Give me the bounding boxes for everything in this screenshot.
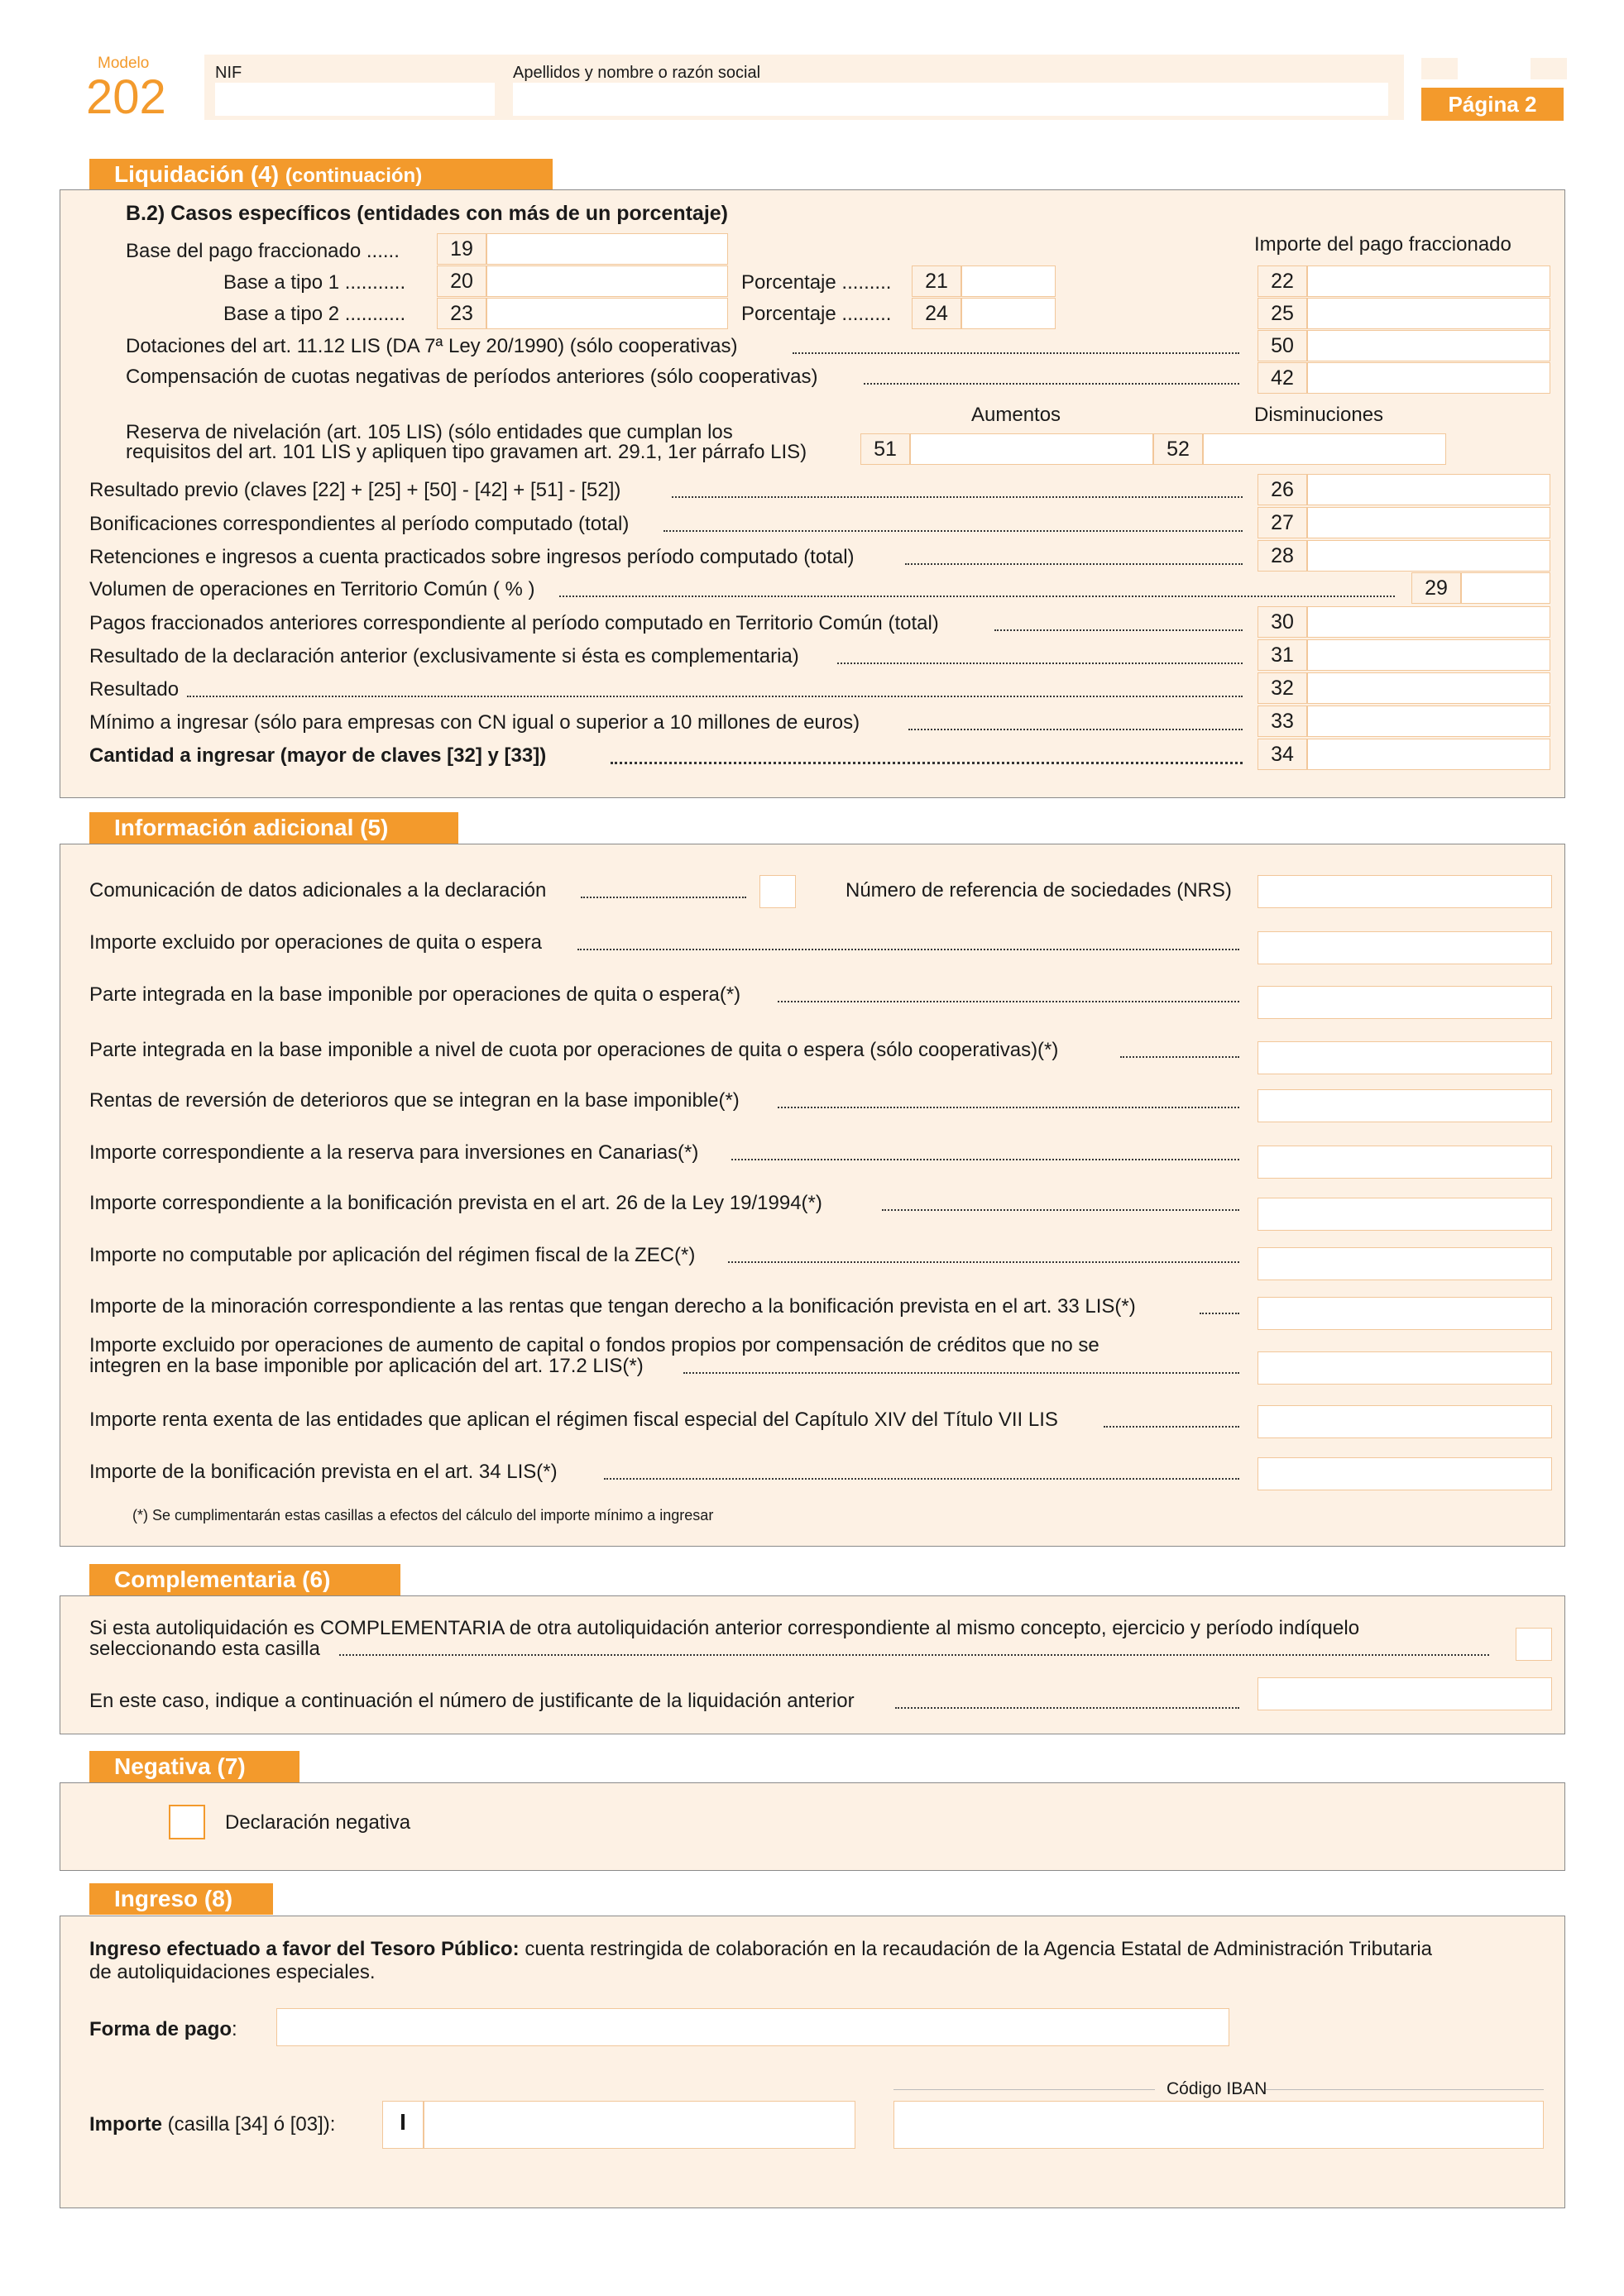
resultado-anterior-label: Resultado de la declaración anterior (exclusivamente si ésta es complementaria) <box>89 645 799 667</box>
liquidacion-tab <box>89 159 553 190</box>
info-field-0[interactable] <box>1258 931 1552 964</box>
aumentos-label: Aumentos <box>971 404 1061 426</box>
iban-line-right <box>1266 2089 1544 2090</box>
code-26: 26 <box>1258 474 1307 505</box>
ingreso-tab: Ingreso (8) <box>89 1883 273 1915</box>
info-item-4-dots <box>731 1159 1239 1160</box>
justificante-label: En este caso, indique a continuación el número de justificante de la liquidación anterior <box>89 1690 855 1712</box>
info-item-10-dots <box>1104 1426 1239 1428</box>
forma-pago-input[interactable] <box>276 2008 1229 2046</box>
compensacion-label: Compensación de cuotas negativas de períodos anteriores (sólo cooperativas) <box>126 366 818 388</box>
field-31[interactable] <box>1307 639 1550 671</box>
field-27[interactable] <box>1307 507 1550 538</box>
base-tipo2-label: Base a tipo 2 ........... <box>223 303 406 325</box>
info-item-0-dots <box>577 949 1239 950</box>
forma-pago-text: Forma de pago <box>89 2018 232 2040</box>
importe-label <box>89 2113 335 2136</box>
nif-input[interactable] <box>215 83 495 116</box>
nrs-label: Número de referencia de sociedades (NRS) <box>846 879 1232 902</box>
disminuciones-label: Disminuciones <box>1254 404 1384 426</box>
importe-header: Importe del pago fraccionado <box>1254 233 1511 256</box>
info-field-6[interactable] <box>1258 1247 1552 1280</box>
dotaciones-label: Dotaciones del art. 11.12 LIS (DA 7ª Ley 20/1990) (sólo cooperativas) <box>126 335 738 357</box>
info-field-1[interactable] <box>1258 986 1552 1019</box>
base-pago-label: Base del pago fraccionado ...... <box>126 240 400 262</box>
info-item-6: Importe no computable por aplicación del régimen fiscal de la ZEC(*) <box>89 1244 696 1266</box>
complementaria-checkbox[interactable] <box>1516 1628 1552 1661</box>
base-tipo1-label: Base a tipo 1 ........... <box>223 271 406 294</box>
iban-line-left <box>893 2089 1155 2090</box>
info-item-2: Parte integrada en la base imponible a nivel de cuota por operaciones de quita o espera (sólo cooperativas)(*) <box>89 1039 1059 1061</box>
field-26[interactable] <box>1307 474 1550 505</box>
code-51: 51 <box>860 433 910 465</box>
header-small-box-2 <box>1531 58 1567 79</box>
name-input[interactable] <box>513 83 1388 116</box>
bonificaciones-dots <box>663 530 1243 532</box>
info-item-1-dots <box>778 1001 1239 1002</box>
code-31: 31 <box>1258 639 1307 671</box>
field-22[interactable] <box>1307 265 1550 297</box>
forma-pago-label <box>89 2018 237 2041</box>
code-33: 33 <box>1258 706 1307 737</box>
retenciones-label: Retenciones e ingresos a cuenta practicados sobre ingresos período computado (total) <box>89 546 855 568</box>
field-30[interactable] <box>1307 606 1550 638</box>
modelo-label: Modelo <box>98 55 150 72</box>
code-27: 27 <box>1258 507 1307 538</box>
info-item-9: integren en la base imponible por aplicación del art. 17.2 LIS(*) <box>89 1355 644 1377</box>
code-24: 24 <box>912 298 961 329</box>
cantidad-label: Cantidad a ingresar (mayor de claves [32] y [33]) <box>89 744 547 767</box>
negativa-tab: Negativa (7) <box>89 1751 299 1782</box>
info-field-4[interactable] <box>1258 1146 1552 1179</box>
comunicacion-label: Comunicación de datos adicionales a la declaración <box>89 879 547 902</box>
resultado-previo-dots <box>672 496 1243 498</box>
complementaria-tab: Complementaria (6) <box>89 1564 400 1595</box>
importe-rest: (casilla [34] ó [03]): <box>162 2113 336 2136</box>
code-30: 30 <box>1258 606 1307 638</box>
info-item-1: Parte integrada en la base imponible por operaciones de quita o espera(*) <box>89 983 741 1006</box>
code-42: 42 <box>1258 362 1307 394</box>
code-50: 50 <box>1258 330 1307 361</box>
field-29[interactable] <box>1461 572 1550 604</box>
name-label: Apellidos y nombre o razón social <box>513 64 761 82</box>
retenciones-dots <box>905 563 1243 565</box>
iban-label: Código IBAN <box>1162 2078 1272 2101</box>
info-field-8[interactable] <box>1258 1351 1552 1385</box>
field-23[interactable] <box>486 298 728 329</box>
volumen-dots <box>559 596 1395 597</box>
negativa-label: Declaración negativa <box>225 1811 411 1834</box>
info-field-5[interactable] <box>1258 1198 1552 1231</box>
field-20[interactable] <box>486 265 728 297</box>
justificante-input[interactable] <box>1258 1677 1552 1710</box>
info-item-11: Importe de la bonificación prevista en el art. 34 LIS(*) <box>89 1461 558 1483</box>
importe-input[interactable] <box>424 2101 855 2149</box>
complementaria-line-2: seleccionando esta casilla <box>89 1638 320 1660</box>
porcentaje-label-1: Porcentaje ......... <box>741 271 892 294</box>
ingreso-intro-line-1 <box>89 1938 1432 1961</box>
iban-input[interactable] <box>893 2101 1544 2149</box>
dotaciones-dots <box>793 352 1239 354</box>
ingreso-intro-bold: Ingreso efectuado a favor del Tesoro Público: <box>89 1938 520 1960</box>
minimo-dots <box>908 729 1243 730</box>
info-item-2-dots <box>1120 1056 1239 1058</box>
liquidacion-tab-title: Liquidación (4) <box>114 161 280 187</box>
info-field-3[interactable] <box>1258 1089 1552 1122</box>
compensacion-dots <box>864 383 1239 385</box>
page-label: Página 2 <box>1421 88 1564 121</box>
info-footnote: (*) Se cumplimentarán estas casillas a efectos del cálculo del importe mínimo a ingresar <box>132 1507 714 1523</box>
code-29: 29 <box>1411 572 1461 604</box>
importe-bold: Importe <box>89 2113 163 2136</box>
importe-prefix: I <box>400 2109 406 2135</box>
volumen-label: Volumen de operaciones en Territorio Común ( % ) <box>89 578 535 600</box>
code-22: 22 <box>1258 265 1307 297</box>
field-51[interactable] <box>910 433 1153 465</box>
info-item-10: Importe renta exenta de las entidades que aplican el régimen fiscal especial del Capítulo XIV del Título VII LIS <box>89 1409 1058 1431</box>
ingreso-intro-rest: cuenta restringida de colaboración en la recaudación de la Agencia Estatal de Administración Tributaria <box>519 1938 1432 1960</box>
bonificaciones-label: Bonificaciones correspondientes al período computado (total) <box>89 513 630 535</box>
comunicacion-checkbox[interactable] <box>759 875 796 908</box>
info-item-8: Importe excluido por operaciones de aumento de capital o fondos propios por compensación de créditos que no se <box>89 1334 1099 1356</box>
complementaria-line-1: Si esta autoliquidación es COMPLEMENTARIA de otra autoliquidación anterior correspondiente al mismo concepto, ejercicio y período indíquelo <box>89 1617 1360 1639</box>
reserva-line-1: Reserva de nivelación (art. 105 LIS) (sólo entidades que cumplan los <box>126 421 733 443</box>
field-24[interactable] <box>961 298 1056 329</box>
negativa-checkbox[interactable] <box>169 1805 205 1839</box>
info-field-10[interactable] <box>1258 1457 1552 1490</box>
cantidad-dots <box>611 762 1243 764</box>
resultado-dots <box>187 696 1243 697</box>
code-32: 32 <box>1258 672 1307 704</box>
pagos-anteriores-dots <box>994 629 1243 631</box>
porcentaje-label-2: Porcentaje ......... <box>741 303 892 325</box>
forma-pago-colon: : <box>232 2018 237 2040</box>
field-32[interactable] <box>1307 672 1550 704</box>
modelo-number: 202 <box>86 70 166 124</box>
info-item-6-dots <box>728 1261 1239 1263</box>
field-19[interactable] <box>486 233 728 265</box>
code-34: 34 <box>1258 739 1307 770</box>
info-item-7: Importe de la minoración correspondiente a las rentas que tengan derecho a la bonificación prevista en el art. 33 LIS(*) <box>89 1295 1136 1318</box>
code-52: 52 <box>1153 433 1203 465</box>
info-item-9-dots <box>683 1372 1239 1374</box>
field-25[interactable] <box>1307 298 1550 329</box>
info-item-3: Rentas de reversión de deterioros que se integran en la base imponible(*) <box>89 1089 740 1112</box>
code-20: 20 <box>437 265 486 297</box>
code-28: 28 <box>1258 540 1307 572</box>
code-23: 23 <box>437 298 486 329</box>
justificante-dots <box>895 1707 1239 1709</box>
liquidacion-subtitle: B.2) Casos específicos (entidades con más de un porcentaje) <box>126 202 728 225</box>
code-25: 25 <box>1258 298 1307 329</box>
info-item-0: Importe excluido por operaciones de quita o espera <box>89 931 543 954</box>
field-42[interactable] <box>1307 362 1550 394</box>
info-item-5: Importe correspondiente a la bonificación prevista en el art. 26 de la Ley 19/1994(*) <box>89 1192 822 1214</box>
nrs-input[interactable] <box>1258 875 1552 908</box>
info-field-7[interactable] <box>1258 1297 1552 1330</box>
info-adicional-tab: Información adicional (5) <box>89 812 458 844</box>
code-19: 19 <box>437 233 486 265</box>
info-item-7-dots <box>1200 1313 1239 1314</box>
info-item-5-dots <box>882 1209 1239 1211</box>
liquidacion-tab-suffix: (continuación) <box>285 165 423 187</box>
field-28[interactable] <box>1307 540 1550 572</box>
info-field-2[interactable] <box>1258 1041 1552 1074</box>
info-item-4: Importe correspondiente a la reserva para inversiones en Canarias(*) <box>89 1141 699 1164</box>
resultado-anterior-dots <box>837 662 1243 664</box>
ingreso-intro-line-2: de autoliquidaciones especiales. <box>89 1961 376 1983</box>
pagos-anteriores-label: Pagos fraccionados anteriores correspondiente al período computado en Territorio Común (total) <box>89 612 939 634</box>
complementaria-dots <box>339 1654 1489 1656</box>
minimo-label: Mínimo a ingresar (sólo para empresas con CN igual o superior a 10 millones de euros) <box>89 711 860 734</box>
field-50[interactable] <box>1307 330 1550 361</box>
info-item-3-dots <box>778 1107 1239 1108</box>
comunicacion-dots <box>581 897 746 898</box>
field-33[interactable] <box>1307 706 1550 737</box>
field-21[interactable] <box>961 265 1056 297</box>
resultado-previo-label: Resultado previo (claves [22] + [25] + [50] - [42] + [51] - [52]) <box>89 479 621 501</box>
header-small-box-1 <box>1421 58 1458 79</box>
resultado-label: Resultado <box>89 678 180 701</box>
field-52[interactable] <box>1203 433 1446 465</box>
nif-label: NIF <box>215 64 242 82</box>
info-item-11-dots <box>604 1478 1239 1480</box>
info-field-9[interactable] <box>1258 1405 1552 1438</box>
field-34[interactable] <box>1307 739 1550 770</box>
code-21: 21 <box>912 265 961 297</box>
reserva-line-2: requisitos del art. 101 LIS y apliquen tipo gravamen art. 29.1, 1er párrafo LIS) <box>126 441 807 463</box>
